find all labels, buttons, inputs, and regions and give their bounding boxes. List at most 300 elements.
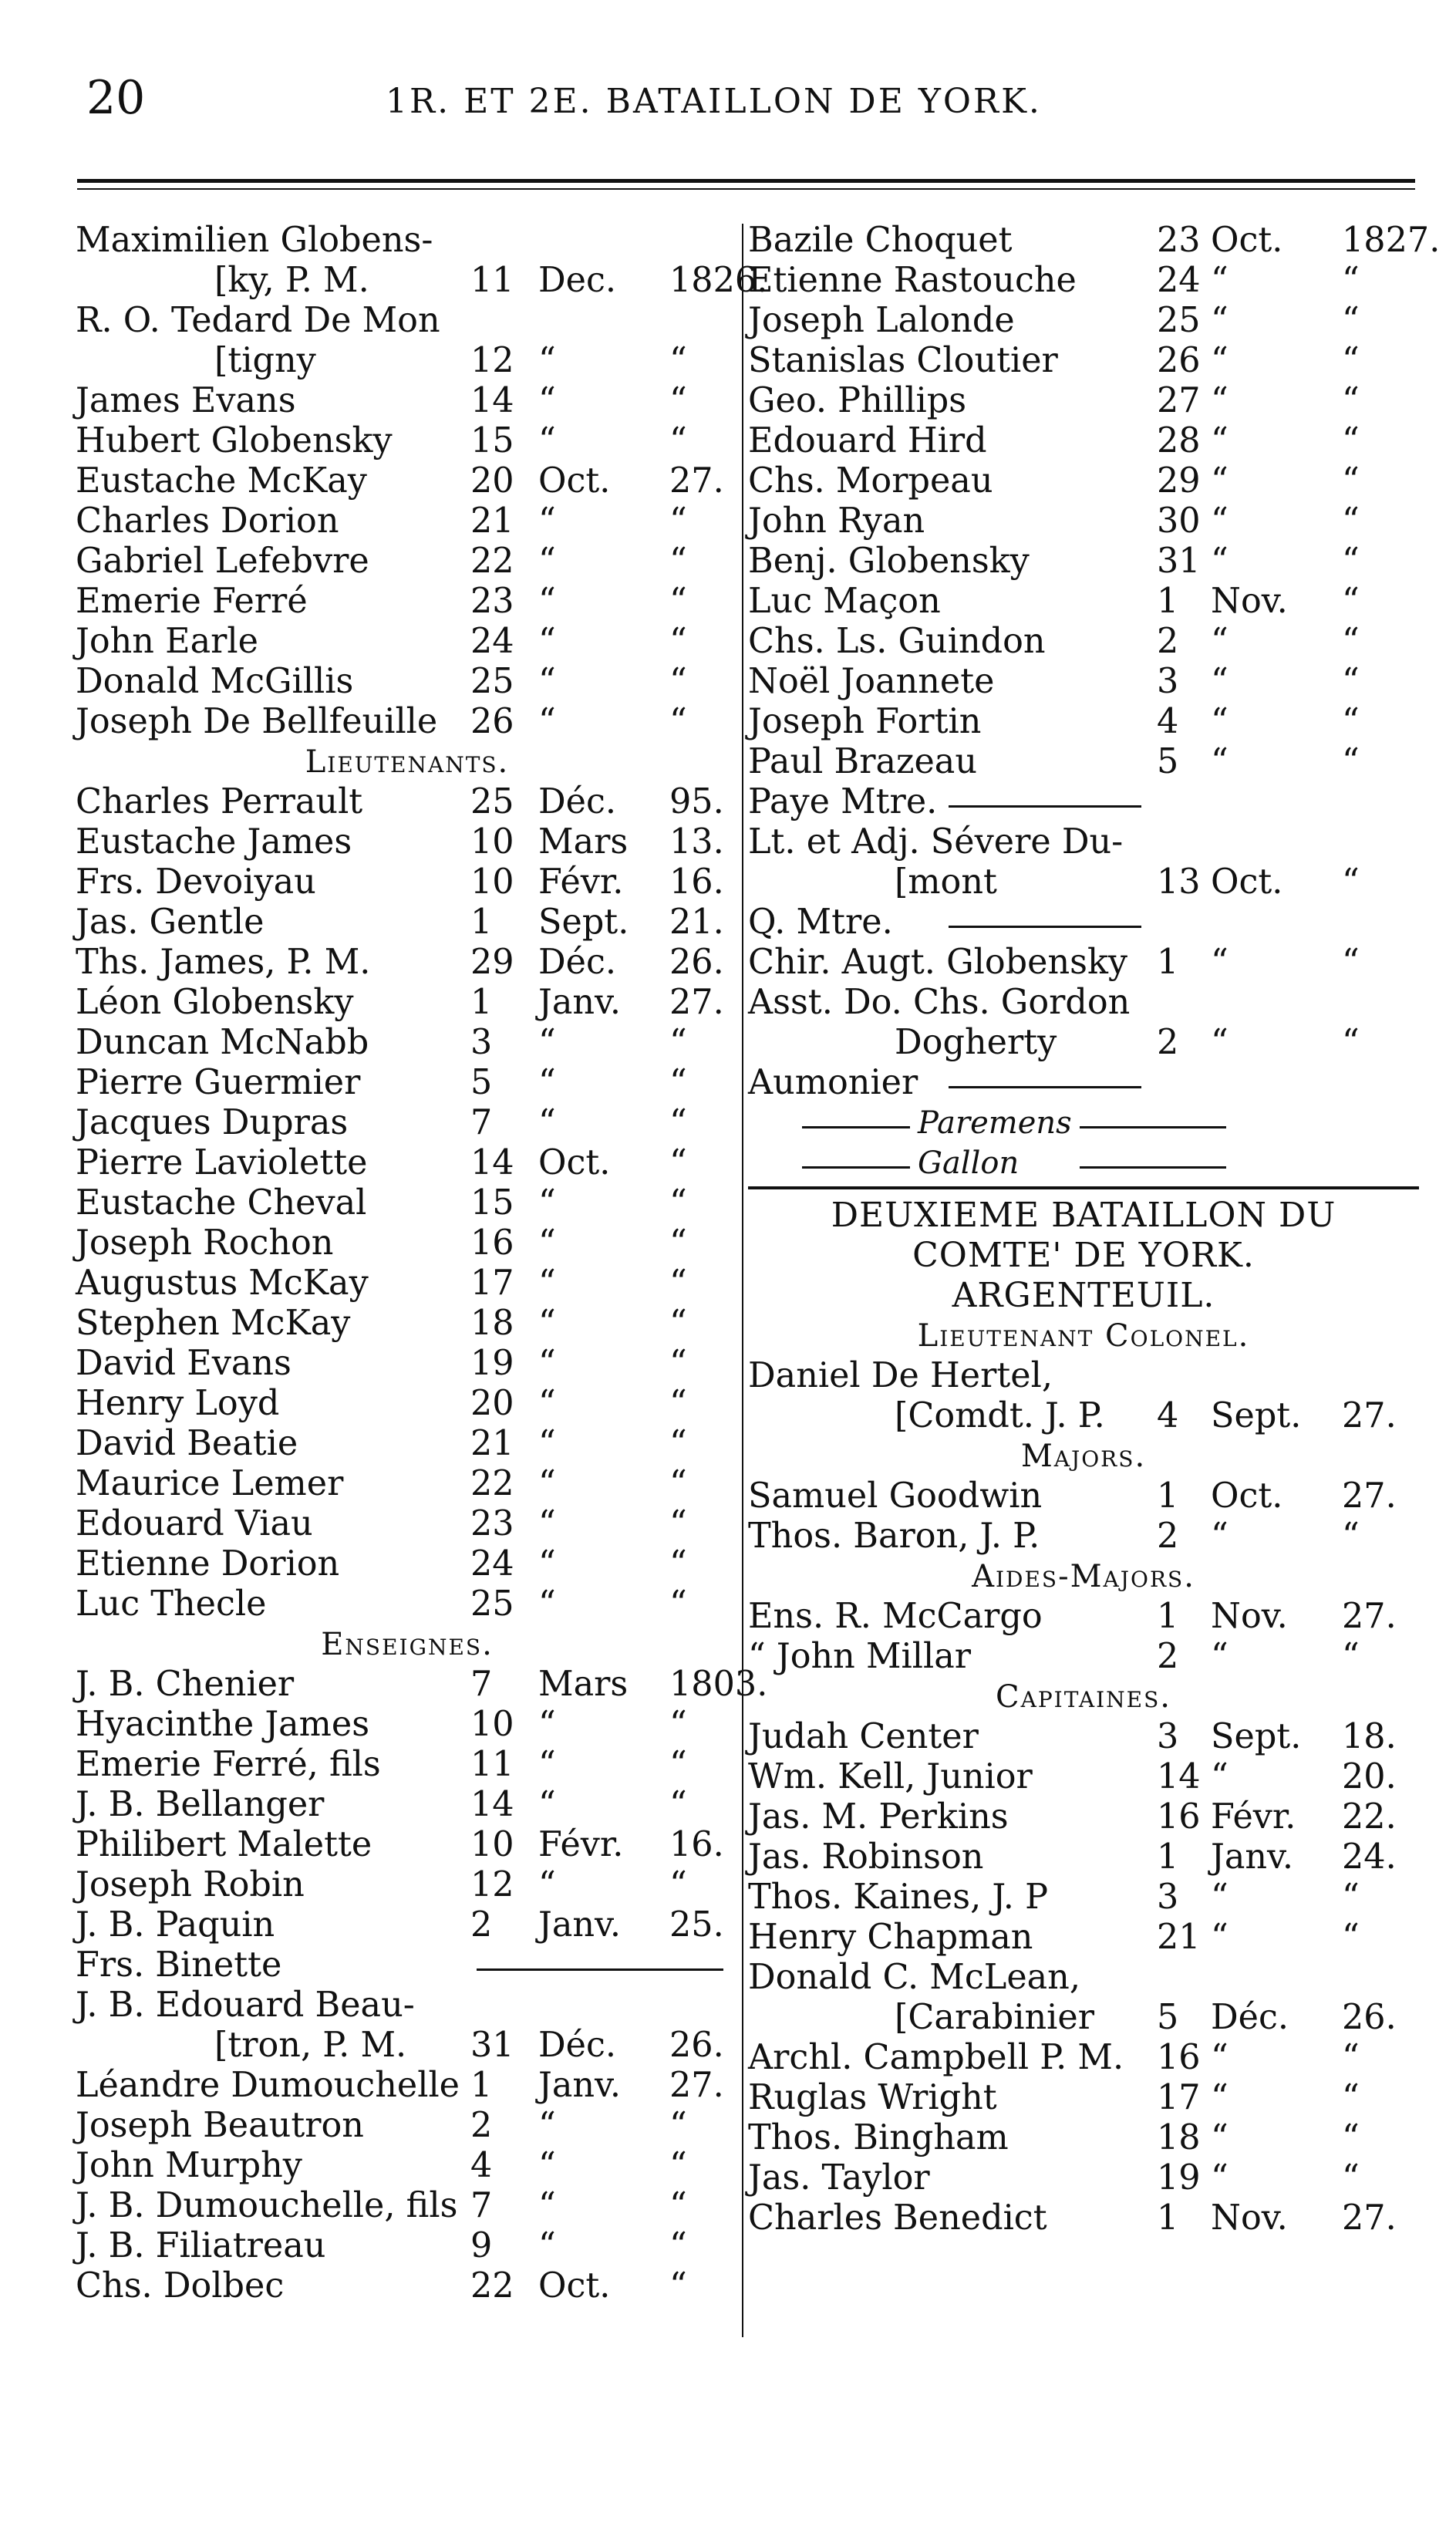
entry-year: “ xyxy=(669,1584,687,1624)
roster-row xyxy=(76,1544,739,1584)
entry-name: Joseph De Bellfeuille xyxy=(76,702,438,741)
entry-num: 23 xyxy=(470,582,514,621)
roster-row xyxy=(748,221,1441,261)
entry-month: “ xyxy=(538,622,556,661)
roster-row xyxy=(76,261,768,301)
roster-row xyxy=(76,1223,739,1263)
entry-month: “ xyxy=(538,501,556,541)
entry-num: 16 xyxy=(1157,1797,1201,1837)
entry-num: 16 xyxy=(470,1223,514,1263)
vacant-rule xyxy=(949,1086,1141,1088)
entry-month: “ xyxy=(538,582,556,621)
entry-num: 23 xyxy=(470,1504,514,1543)
roster-row xyxy=(76,1584,739,1624)
entry-num: 25 xyxy=(470,662,514,701)
roster-row xyxy=(76,1424,739,1464)
entry-name: [mont xyxy=(895,862,997,902)
roster-row xyxy=(76,1103,739,1143)
entry-name: Wm. Kell, Junior xyxy=(748,1757,1033,1796)
entry-num: 1 xyxy=(470,2066,493,2105)
left-column xyxy=(76,221,768,2306)
right-column xyxy=(748,221,1441,2238)
roster-row xyxy=(748,1918,1419,1958)
entry-name: Joseph Lalonde xyxy=(748,301,1015,340)
entry-month: “ xyxy=(538,2226,556,2265)
entry-year: 16. xyxy=(669,1825,724,1864)
entry-month: “ xyxy=(538,1504,556,1543)
entry-year: “ xyxy=(669,1544,687,1584)
entry-month: Déc. xyxy=(538,782,617,821)
entry-month: “ xyxy=(538,1785,556,1824)
entry-year: “ xyxy=(669,1143,687,1182)
entry-num: 15 xyxy=(470,421,514,460)
battalion-heading: COMTE' DE YORK. xyxy=(912,1236,1255,1275)
entry-year: “ xyxy=(669,1103,687,1142)
entry-name: James Evans xyxy=(76,381,296,420)
entry-name: Frs. Binette xyxy=(76,1945,282,1985)
roster-row xyxy=(748,1837,1419,1877)
roster-row xyxy=(76,381,739,421)
entry-month: “ xyxy=(1211,662,1228,701)
roster-row xyxy=(76,1143,739,1183)
entry-num: 14 xyxy=(1157,1757,1201,1796)
entry-name: Chir. Augt. Globensky xyxy=(748,943,1128,982)
entry-year: 95. xyxy=(669,782,724,821)
entry-num: 10 xyxy=(470,862,514,902)
entry-year: 27. xyxy=(1342,1396,1397,1435)
italic-entry xyxy=(748,1103,1419,1143)
entry-month: Oct. xyxy=(1211,221,1283,260)
entry-num: 5 xyxy=(1157,742,1179,781)
entry-name: Henry Chapman xyxy=(748,1918,1033,1957)
entry-year: “ xyxy=(1342,582,1360,621)
entry-year: “ xyxy=(669,1384,687,1423)
entry-year: “ xyxy=(669,2226,687,2265)
entry-year: 27. xyxy=(1342,1597,1397,1636)
entry-num: 14 xyxy=(470,1785,514,1824)
roster-row xyxy=(748,1717,1419,1757)
entry-num: 1 xyxy=(1157,582,1179,621)
entry-name: Jas. M. Perkins xyxy=(748,1797,1009,1837)
entry-month: “ xyxy=(538,1263,556,1303)
roster-row xyxy=(748,2198,1419,2238)
entry-year: “ xyxy=(669,582,687,621)
entry-name: Ruglas Wright xyxy=(748,2078,997,2117)
entry-month: “ xyxy=(538,1865,556,1904)
roster-row xyxy=(748,943,1419,983)
entry-month: Déc. xyxy=(1211,1998,1289,2037)
entry-month: “ xyxy=(538,1063,556,1102)
entry-month: “ xyxy=(1211,301,1228,340)
entry-year: 27. xyxy=(669,2066,724,2105)
entry-num: 14 xyxy=(470,1143,514,1182)
entry-month: “ xyxy=(538,421,556,460)
entry-name: Pierre Laviolette xyxy=(76,1143,368,1182)
entry-num: 7 xyxy=(470,1665,493,1704)
entry-year: 13. xyxy=(669,822,724,862)
entry-month: Janv. xyxy=(538,983,622,1022)
entry-month: Déc. xyxy=(538,943,617,982)
entry-month: “ xyxy=(538,1183,556,1223)
entry-name: David Evans xyxy=(76,1344,292,1383)
entry-month: Févr. xyxy=(538,862,624,902)
battalion-heading: DEUXIEME BATAILLON DU xyxy=(831,1196,1336,1235)
roster-row xyxy=(76,1304,739,1344)
entry-month: “ xyxy=(1211,1637,1228,1676)
entry-month: “ xyxy=(1211,1877,1228,1917)
entry-year: “ xyxy=(1342,742,1360,781)
entry-num: 9 xyxy=(470,2226,493,2265)
entry-num: 24 xyxy=(1157,261,1201,300)
entry-num: 24 xyxy=(470,1544,514,1584)
entry-name: Gabriel Lefebvre xyxy=(76,541,369,581)
battalion-heading: ARGENTEUIL. xyxy=(952,1276,1215,1315)
section-heading: Enseignes. xyxy=(321,1627,494,1662)
entry-month: “ xyxy=(538,1304,556,1343)
entry-year: “ xyxy=(669,1785,687,1824)
roster-row xyxy=(76,2066,739,2106)
entry-month: “ xyxy=(538,2146,556,2185)
entry-name: Stanislas Cloutier xyxy=(748,341,1058,380)
entry-year: 1803. xyxy=(669,1665,768,1704)
entry-year: “ xyxy=(1342,461,1360,501)
roster-row xyxy=(748,501,1419,541)
entry-name: John Earle xyxy=(76,622,258,661)
entry-month: “ xyxy=(1211,261,1228,300)
roster-row xyxy=(76,1705,739,1745)
entry-num: 14 xyxy=(470,381,514,420)
entry-year: “ xyxy=(1342,702,1360,741)
entry-month: Oct. xyxy=(538,2266,611,2306)
roster-row xyxy=(748,1516,1419,1557)
entry-month: Janv. xyxy=(538,2066,622,2105)
entry-month: Oct. xyxy=(1211,1476,1283,1516)
entry-name: Chs. Ls. Guindon xyxy=(748,622,1046,661)
entry-num: 22 xyxy=(470,2266,514,2306)
roster-row xyxy=(748,1998,1419,2038)
entry-month: Oct. xyxy=(538,1143,611,1182)
entry-num: 3 xyxy=(1157,662,1179,701)
roster-row xyxy=(76,541,739,582)
entry-year: 25. xyxy=(669,1905,724,1945)
entry-month: “ xyxy=(1211,501,1228,541)
entry-num: 2 xyxy=(1157,1516,1179,1556)
entry-num: 11 xyxy=(470,261,514,300)
roster-row xyxy=(748,742,1419,782)
entry-name: Edouard Viau xyxy=(76,1504,313,1543)
roster-row xyxy=(76,301,739,341)
roster-row xyxy=(76,421,739,461)
roster-row xyxy=(76,2106,739,2146)
entry-name: Emerie Ferré, fils xyxy=(76,1745,381,1784)
entry-year: 26. xyxy=(669,2026,724,2065)
entry-year: “ xyxy=(669,1705,687,1744)
entry-year: 27. xyxy=(1342,2198,1397,2238)
entry-year: “ xyxy=(669,1023,687,1062)
entry-year: “ xyxy=(669,2146,687,2185)
section-divider xyxy=(748,1186,1419,1196)
entry-num: 10 xyxy=(470,822,514,862)
entry-year: “ xyxy=(669,2266,687,2306)
roster-row xyxy=(76,662,739,702)
vacant-rule xyxy=(477,1968,723,1971)
entry-name: Luc Thecle xyxy=(76,1584,267,1624)
entry-name: Paye Mtre. xyxy=(748,782,938,821)
roster-row xyxy=(748,1597,1419,1637)
entry-num: 4 xyxy=(1157,702,1179,741)
entry-name: Thos. Baron, J. P. xyxy=(748,1516,1040,1556)
entry-name: Charles Perrault xyxy=(76,782,363,821)
entry-year: 27. xyxy=(669,461,724,501)
right-rule xyxy=(1080,1166,1226,1169)
roster-row xyxy=(76,822,739,862)
entry-label: Paremens xyxy=(918,1105,1072,1141)
entry-num: 19 xyxy=(470,1344,514,1383)
entry-year: 1827. xyxy=(1342,221,1441,260)
entry-num: 21 xyxy=(470,1424,514,1463)
entry-year: 22. xyxy=(1342,1797,1397,1837)
roster-row xyxy=(76,341,739,381)
entry-month: Sept. xyxy=(538,902,629,942)
entry-name: Judah Center xyxy=(748,1717,979,1756)
entry-name: Philibert Malette xyxy=(76,1825,372,1864)
roster-row xyxy=(748,421,1419,461)
entry-month: “ xyxy=(1211,1757,1228,1796)
entry-month: “ xyxy=(1211,421,1228,460)
roster-row xyxy=(748,983,1419,1023)
entry-year: “ xyxy=(1342,1637,1360,1676)
entry-month: “ xyxy=(538,1705,556,1744)
entry-year: “ xyxy=(669,1263,687,1303)
entry-month: “ xyxy=(1211,943,1228,982)
entry-name: Q. Mtre. xyxy=(748,902,893,942)
entry-name: Lt. et Adj. Sévere Du- xyxy=(748,822,1124,862)
roster-row xyxy=(76,582,739,622)
entry-name: Joseph Rochon xyxy=(76,1223,334,1263)
roster-row xyxy=(748,261,1419,301)
entry-year: “ xyxy=(669,702,687,741)
entry-num: 4 xyxy=(1157,1396,1179,1435)
entry-num: 25 xyxy=(1157,301,1201,340)
entry-num: 3 xyxy=(1157,1877,1179,1917)
entry-num: 19 xyxy=(1157,2158,1201,2198)
entry-name: Eustache James xyxy=(76,822,352,862)
entry-year: “ xyxy=(669,1183,687,1223)
roster-row xyxy=(76,2226,739,2266)
entry-month: “ xyxy=(538,341,556,380)
roster-row xyxy=(76,1464,739,1504)
entry-month: “ xyxy=(1211,381,1228,420)
page-number: 20 xyxy=(86,71,146,125)
entry-num: 1 xyxy=(470,983,493,1022)
entry-name: Joseph Beautron xyxy=(76,2106,364,2145)
entry-num: 1 xyxy=(1157,2198,1179,2238)
roster-row xyxy=(76,1825,739,1865)
vacant-entry xyxy=(76,1945,739,1985)
entry-month: “ xyxy=(538,1745,556,1784)
entry-num: 27 xyxy=(1157,381,1201,420)
roster-row xyxy=(76,1344,739,1384)
entry-num: 10 xyxy=(470,1825,514,1864)
entry-name: Asst. Do. Chs. Gordon xyxy=(748,983,1131,1022)
entry-month: “ xyxy=(538,1023,556,1062)
entry-name: Etienne Dorion xyxy=(76,1544,340,1584)
roster-row xyxy=(76,2186,739,2226)
entry-name: Jas. Robinson xyxy=(748,1837,984,1877)
roster-row xyxy=(76,1865,739,1905)
entry-month: “ xyxy=(1211,541,1228,581)
vacant-rule xyxy=(949,926,1141,928)
entry-year: “ xyxy=(669,1745,687,1784)
entry-num: 12 xyxy=(470,1865,514,1904)
roster-row xyxy=(76,943,739,983)
entry-year: “ xyxy=(669,1063,687,1102)
entry-num: 24 xyxy=(470,622,514,661)
entry-year: “ xyxy=(669,622,687,661)
roster-row xyxy=(76,221,739,261)
section-heading: Aides-Majors. xyxy=(972,1559,1195,1594)
entry-month: Nov. xyxy=(1211,582,1288,621)
entry-month: “ xyxy=(538,1103,556,1142)
entry-month: Nov. xyxy=(1211,2198,1288,2238)
entry-name: Frs. Devoiyau xyxy=(76,862,316,902)
entry-name: R. O. Tedard De Mon xyxy=(76,301,440,340)
entry-num: 1 xyxy=(470,902,493,942)
entry-name: [Carabinier xyxy=(895,1998,1094,2037)
entry-name: Donald C. McLean, xyxy=(748,1958,1080,1997)
entry-month: Dec. xyxy=(538,261,617,300)
entry-name: J. B. Filiatreau xyxy=(76,2226,326,2265)
entry-month: “ xyxy=(538,541,556,581)
entry-year: “ xyxy=(669,501,687,541)
roster-row xyxy=(76,1263,739,1304)
entry-name: Duncan McNabb xyxy=(76,1023,369,1062)
entry-year: “ xyxy=(1342,1023,1360,1062)
roster-row xyxy=(748,301,1419,341)
entry-name: Joseph Robin xyxy=(76,1865,305,1904)
roster-row xyxy=(76,622,739,662)
entry-year: “ xyxy=(1342,261,1360,300)
roster-row xyxy=(748,1797,1419,1837)
entry-month: “ xyxy=(538,662,556,701)
roster-row xyxy=(748,862,1419,902)
section-heading: Capitaines. xyxy=(996,1679,1171,1715)
entry-num: 1 xyxy=(1157,1837,1179,1877)
entry-num: 16 xyxy=(1157,2038,1201,2077)
entry-num: 31 xyxy=(470,2026,514,2065)
entry-num: 2 xyxy=(1157,1023,1179,1062)
entry-name: Charles Dorion xyxy=(76,501,339,541)
entry-name: Samuel Goodwin xyxy=(748,1476,1043,1516)
entry-month: “ xyxy=(1211,461,1228,501)
roster-row xyxy=(76,782,739,822)
entry-name: Emerie Ferré xyxy=(76,582,308,621)
entry-name: Jas. Taylor xyxy=(748,2158,930,2198)
entry-year: “ xyxy=(1342,2118,1360,2157)
entry-name: Noël Joannete xyxy=(748,662,995,701)
entry-num: 25 xyxy=(470,782,514,821)
entry-year: “ xyxy=(669,2106,687,2145)
entry-month: “ xyxy=(538,702,556,741)
entry-month: “ xyxy=(538,1544,556,1584)
entry-month: Févr. xyxy=(538,1825,624,1864)
entry-year: “ xyxy=(1342,1516,1360,1556)
entry-name: Paul Brazeau xyxy=(748,742,977,781)
entry-num: 29 xyxy=(470,943,514,982)
entry-name: Archl. Campbell P. M. xyxy=(748,2038,1124,2077)
entry-name: Ens. R. McCargo xyxy=(748,1597,1043,1636)
entry-month: “ xyxy=(1211,622,1228,661)
entry-num: 23 xyxy=(1157,221,1201,260)
entry-num: 5 xyxy=(470,1063,493,1102)
entry-month: Déc. xyxy=(538,2026,617,2065)
entry-label: Gallon xyxy=(918,1145,1020,1181)
roster-row xyxy=(76,2146,739,2186)
entry-month: Oct. xyxy=(1211,862,1283,902)
entry-year: “ xyxy=(669,1424,687,1463)
entry-year: “ xyxy=(669,541,687,581)
roster-row xyxy=(76,1665,768,1705)
entry-year: 1826. xyxy=(669,261,768,300)
entry-name: Eustache Cheval xyxy=(76,1183,367,1223)
entry-num: 17 xyxy=(470,1263,514,1303)
section-heading: Lieutenant Colonel. xyxy=(917,1318,1250,1354)
entry-year: “ xyxy=(669,1464,687,1503)
entry-month: “ xyxy=(1211,2078,1228,2117)
entry-num: 22 xyxy=(470,541,514,581)
entry-num: 3 xyxy=(1157,1717,1179,1756)
entry-name: Joseph Fortin xyxy=(748,702,982,741)
roster-row xyxy=(748,1877,1419,1918)
roster-row xyxy=(76,1023,739,1063)
right-rule xyxy=(1080,1126,1226,1128)
italic-entry xyxy=(748,1143,1419,1183)
entry-month: Sept. xyxy=(1211,1717,1302,1756)
entry-name: Stephen McKay xyxy=(76,1304,351,1343)
entry-month: “ xyxy=(1211,2158,1228,2198)
entry-name: Henry Loyd xyxy=(76,1384,280,1423)
entry-num: 2 xyxy=(1157,1637,1179,1676)
entry-name: Thos. Kaines, J. P xyxy=(748,1877,1049,1917)
entry-name: Augustus McKay xyxy=(76,1263,369,1303)
entry-month: “ xyxy=(538,1464,556,1503)
entry-month: “ xyxy=(538,2186,556,2225)
entry-num: 7 xyxy=(470,1103,493,1142)
entry-name: Geo. Phillips xyxy=(748,381,967,420)
entry-name: J. B. Paquin xyxy=(76,1905,275,1945)
entry-name: Chs. Dolbec xyxy=(76,2266,285,2306)
entry-month: Sept. xyxy=(1211,1396,1302,1435)
entry-year: “ xyxy=(669,421,687,460)
entry-name: Eustache McKay xyxy=(76,461,367,501)
entry-name: [tron, P. M. xyxy=(214,2026,407,2065)
roster-row xyxy=(76,501,739,541)
entry-month: “ xyxy=(538,1223,556,1263)
roster-row xyxy=(748,662,1419,702)
entry-month: “ xyxy=(1211,1918,1228,1957)
vacant-rule xyxy=(949,805,1141,808)
entry-month: “ xyxy=(1211,1516,1228,1556)
roster-row xyxy=(748,2078,1419,2118)
entry-year: “ xyxy=(1342,341,1360,380)
page-title: 1R. ET 2E. BATAILLON DE YORK. xyxy=(386,82,1042,121)
entry-month: Mars xyxy=(538,1665,629,1704)
column-divider xyxy=(742,224,743,2337)
entry-num: 28 xyxy=(1157,421,1201,460)
roster-row xyxy=(748,1356,1419,1396)
entry-num: 20 xyxy=(470,461,514,501)
roster-row xyxy=(748,822,1419,862)
